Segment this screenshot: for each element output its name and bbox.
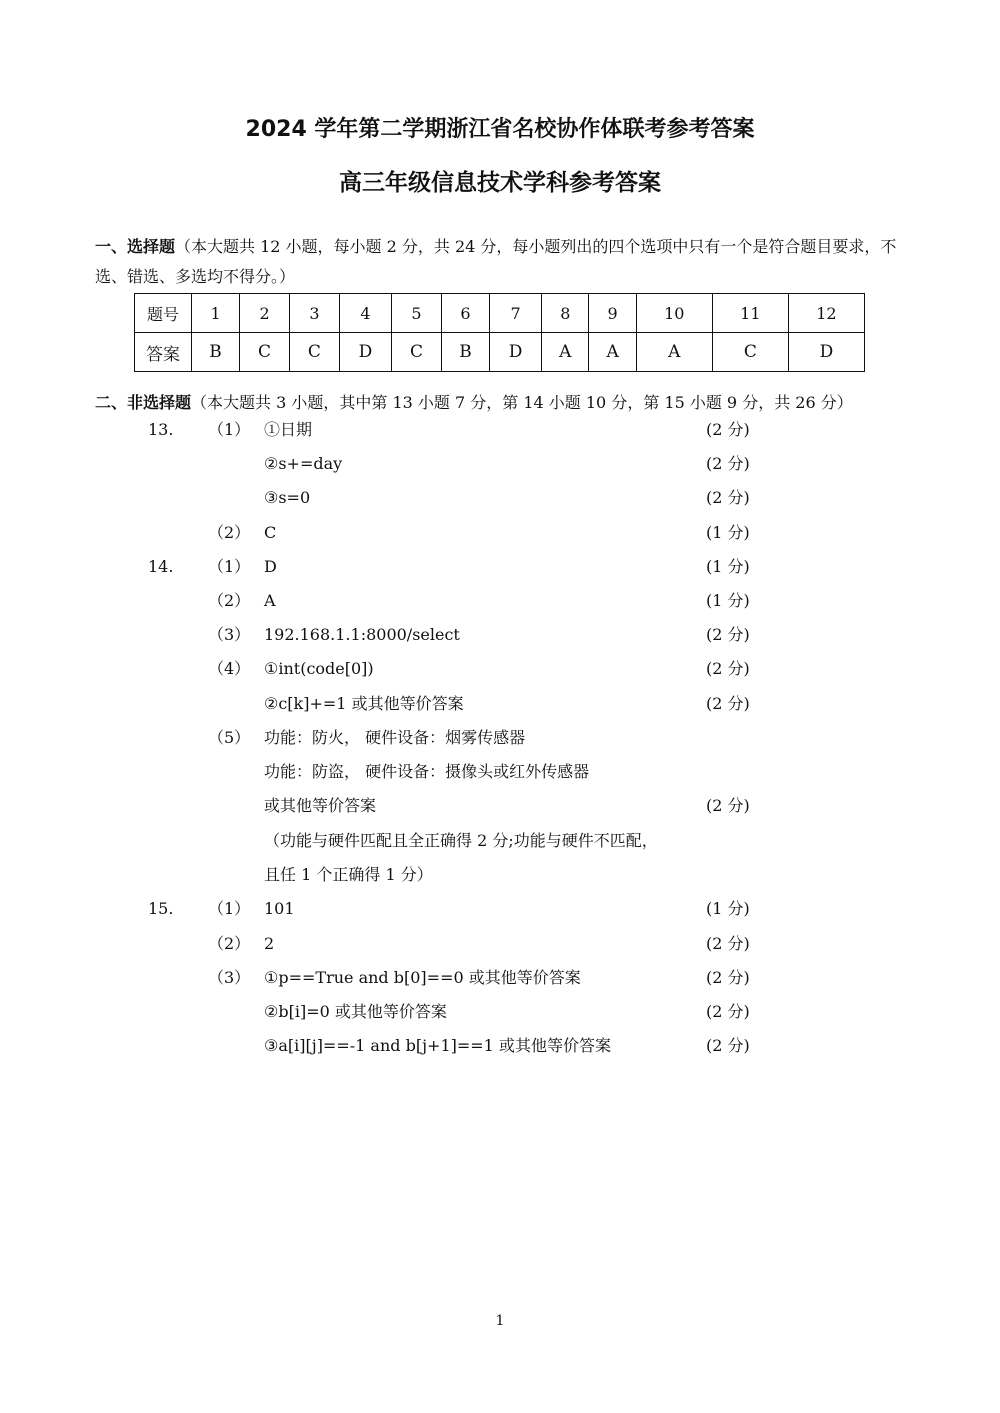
answer-text: ①int(code[0]) <box>264 659 374 678</box>
row-label-answer: 答案 <box>135 333 192 372</box>
answer-text: ②b[i]=0 或其他等价答案 <box>264 1002 447 1021</box>
sub-question-label: （2） <box>208 591 251 610</box>
sub-question-label: （1） <box>208 899 251 918</box>
question-number-row <box>135 294 865 333</box>
question-number-cell: 5 <box>392 294 442 333</box>
score-label: (2 分) <box>706 454 750 473</box>
answer-text: 且任 1 个正确得 1 分） <box>264 865 433 884</box>
sub-question-label: （4） <box>208 659 251 678</box>
sub-question-label: （3） <box>208 968 251 987</box>
sub-question-label: （3） <box>208 625 251 644</box>
answer-cell: D <box>339 333 391 372</box>
answer-text: ③a[i][j]==-1 and b[j+1]==1 或其他等价答案 <box>264 1036 611 1055</box>
question-number-cell: 12 <box>788 294 864 333</box>
question-number-cell: 8 <box>542 294 589 333</box>
answer-text: 功能：防盗， 硬件设备：摄像头或红外传感器 <box>264 762 590 781</box>
score-label: (2 分) <box>706 420 750 439</box>
answer-cell: D <box>788 333 864 372</box>
section1-heading: 一、选择题 <box>95 237 176 256</box>
question-number-cell: 7 <box>490 294 542 333</box>
score-label: (1 分) <box>706 523 750 542</box>
score-label: (1 分) <box>706 557 750 576</box>
score-label: (2 分) <box>706 625 750 644</box>
question-number-cell: 2 <box>240 294 290 333</box>
answer-text: C <box>264 523 277 542</box>
section2-heading: 二、非选择题 <box>95 393 192 412</box>
question-number: 14. <box>148 557 174 576</box>
answer-text: （功能与硬件匹配且全正确得 2 分;功能与硬件不匹配， <box>264 831 658 850</box>
document-title: 2024 学年第二学期浙江省名校协作体联考参考答案 <box>245 117 755 142</box>
score-label: (2 分) <box>706 1036 750 1055</box>
score-label: (2 分) <box>706 1002 750 1021</box>
score-label: (2 分) <box>706 934 750 953</box>
answer-cell: C <box>712 333 788 372</box>
score-label: (1 分) <box>706 591 750 610</box>
answer-cell: B <box>441 333 489 372</box>
question-number: 15. <box>148 899 174 918</box>
question-number-cell: 10 <box>636 294 712 333</box>
answer-text: D <box>264 557 277 576</box>
answer-cell: A <box>542 333 589 372</box>
section2-description: （本大题共 3 小题，其中第 13 小题 7 分，第 14 小题 10 分，第 15 小题 9 分，共 26 分） <box>191 393 853 412</box>
question-number-cell: 3 <box>289 294 339 333</box>
question-number-cell: 1 <box>192 294 240 333</box>
question-number: 13. <box>148 420 174 439</box>
score-label: (2 分) <box>706 694 750 713</box>
question-number-cell: 11 <box>712 294 788 333</box>
score-label: (2 分) <box>706 488 750 507</box>
question-number-cell: 4 <box>339 294 391 333</box>
question-number-cell: 9 <box>589 294 636 333</box>
question-number-cell: 6 <box>441 294 489 333</box>
section1-intro <box>95 232 910 292</box>
answer-text: ②s+=day <box>264 454 343 473</box>
answer-cell: C <box>289 333 339 372</box>
document-subtitle: 高三年级信息技术学科参考答案 <box>339 170 661 196</box>
row-label-number: 题号 <box>135 294 192 333</box>
page-number: 1 <box>495 1313 505 1329</box>
answer-cell: A <box>589 333 636 372</box>
sub-question-label: （2） <box>208 523 251 542</box>
score-label: (2 分) <box>706 968 750 987</box>
answer-text: ③s=0 <box>264 488 311 507</box>
sub-question-label: （1） <box>208 420 251 439</box>
multiple-choice-answer-table <box>134 293 865 372</box>
answer-text: 2 <box>264 934 275 953</box>
answer-text: 功能：防火， 硬件设备：烟雾传感器 <box>264 728 526 747</box>
sub-question-label: （2） <box>208 934 251 953</box>
answer-cell: A <box>636 333 712 372</box>
answer-text: ①日期 <box>264 420 313 439</box>
answer-cell: C <box>392 333 442 372</box>
answer-text: ②c[k]+=1 或其他等价答案 <box>264 694 464 713</box>
answer-text: ①p==True and b[0]==0 或其他等价答案 <box>264 968 581 987</box>
answer-text: 192.168.1.1:8000/select <box>264 625 460 644</box>
sub-question-label: （5） <box>208 728 251 747</box>
answer-text: 或其他等价答案 <box>264 796 377 815</box>
answer-row <box>135 333 865 372</box>
section2-intro <box>95 388 910 418</box>
section1-description: （本大题共 12 小题，每小题 2 分，共 24 分，每小题列出的四个选项中只有一个是符合题目要求，不选、错选、多选均不得分。） <box>95 237 897 286</box>
sub-question-label: （1） <box>208 557 251 576</box>
score-label: (2 分) <box>706 659 750 678</box>
answer-text: 101 <box>264 899 295 918</box>
score-label: (2 分) <box>706 796 750 815</box>
answer-cell: B <box>192 333 240 372</box>
answer-text: A <box>264 591 276 610</box>
answer-cell: D <box>490 333 542 372</box>
score-label: (1 分) <box>706 899 750 918</box>
answer-cell: C <box>240 333 290 372</box>
